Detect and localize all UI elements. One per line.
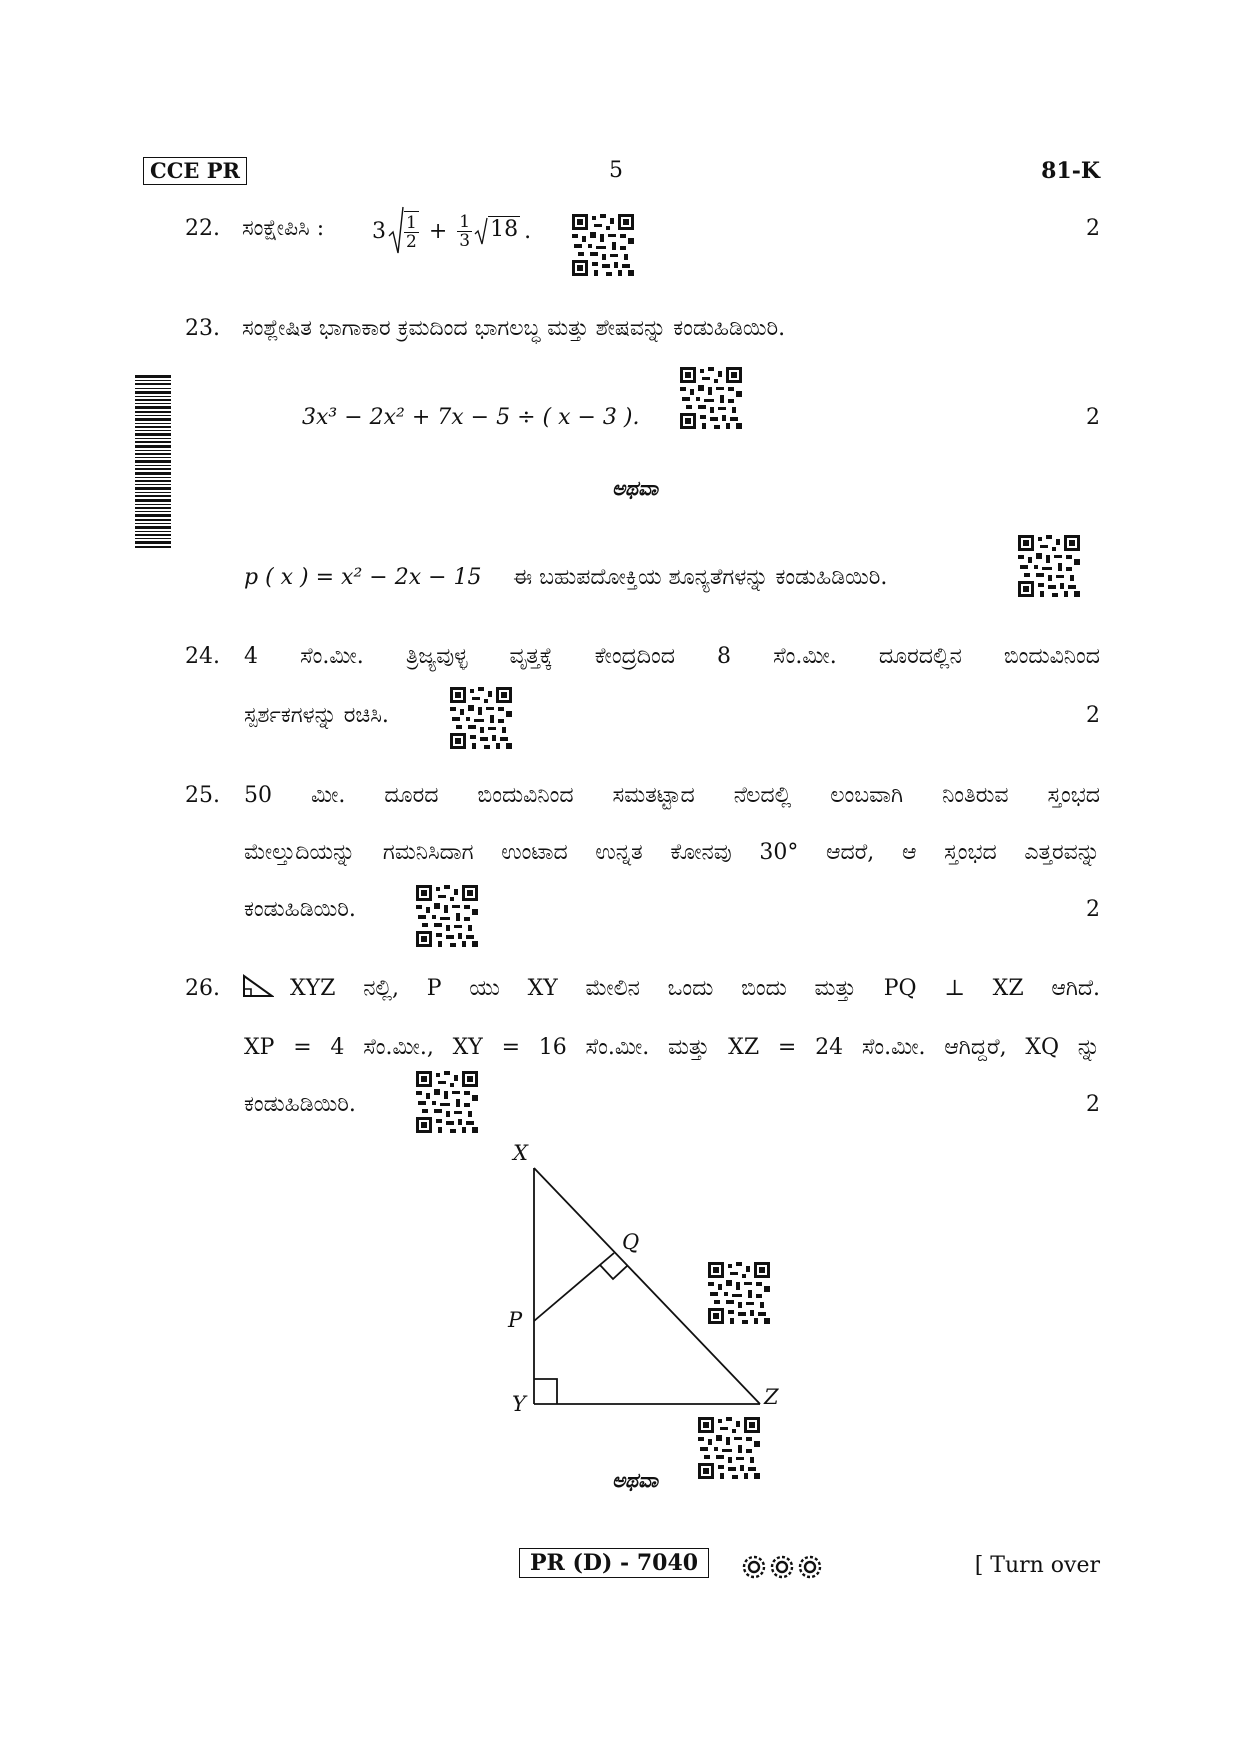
question-text: ಕಂಡುಹಿಡಿಯಿರಿ. [244,897,356,922]
question-text: ಕಂಡುಹಿಡಿಯಿರಿ. [244,1092,356,1117]
ornament-icon [740,1553,824,1581]
denominator: 2 [406,232,417,252]
question-number: 23. [185,316,220,341]
question-text: 4 ಸೆಂ.ಮೀ. ತ್ರಿಜ್ಯವುಳ್ಳ ವೃತ್ತಕ್ಕೆ ಕೇಂದ್ರದಿಂದ 8 ಸೆಂ.ಮೀ. ದೂರದಲ್ಲಿನ ಬಿಂದುವಿನಿಂದ [244,644,1100,669]
question-number: 26. [185,976,220,1001]
radical-sign [474,216,488,246]
qr-code-icon [1018,535,1080,597]
numerator: 1 [406,213,417,233]
page-number: 5 [609,158,623,183]
qr-code-icon [572,214,634,276]
marks: 2 [1086,216,1100,241]
vertex-label-z: Z [764,1385,779,1409]
turn-over-note: [ Turn over [974,1553,1100,1578]
qr-code-icon [708,1262,770,1324]
or-separator: ಅಥವಾ [612,1468,658,1492]
radicand: 18 [490,217,519,242]
marks: 2 [1086,897,1100,922]
math-expression [372,205,531,257]
question-text: ಸಂಶ್ಲೇಷಿತ ಭಾಗಾಕಾರ ಕ್ರಮದಿಂದ ಭಾಗಲಬ್ಧ ಮತ್ತು ಶೇಷವನ್ನು ಕಂಡುಹಿಡಿಯಿರಿ. [242,316,786,341]
qr-code-icon [680,367,742,429]
qr-code-icon [450,687,512,749]
fraction [404,211,419,251]
question-text: ಮೇಲ್ತುದಿಯನ್ನು ಗಮನಿಸಿದಾಗ ಉಂಟಾದ ಉನ್ನತ ಕೋನವು 30° ಆದರೆ, ಆ ಸ್ತಂಭದ ಎತ್ತರವನ್ನು [244,840,1100,865]
math-expression: 3x³ − 2x² + 7x − 5 ÷ ( x − 3 ). [302,405,640,430]
question-text: XYZ ನಲ್ಲಿ, P ಯು XY ಮೇಲಿನ ಒಂದು ಬಿಂದು ಮತ್ತು PQ ⊥ XZ ಆಗಿದೆ. [290,976,1100,1001]
paper-version-box: PR (D) - 7040 [519,1548,709,1578]
radical-sign [388,206,404,256]
question-text: ಸ್ಪರ್ಶಕಗಳನ್ನು ರಚಿಸಿ. [244,703,389,728]
or-separator: ಅಥವಾ [612,476,658,500]
qr-code-icon [416,1071,478,1133]
question-number: 24. [185,644,220,669]
vertex-label-p: P [508,1308,523,1332]
period: . [524,218,532,244]
vertex-label-q: Q [622,1230,640,1254]
question-number: 22. [185,216,220,241]
marks: 2 [1086,1092,1100,1117]
math-expression: p ( x ) = x² − 2x − 15 [244,565,482,590]
qr-code-icon [698,1417,760,1479]
fraction [457,213,472,250]
question-number: 25. [185,783,220,808]
marks: 2 [1086,703,1100,728]
qr-code-icon [416,885,478,947]
question-text: 50 ಮೀ. ದೂರದ ಬಿಂದುವಿನಿಂದ ಸಮತಟ್ಟಾದ ನೆಲದಲ್ಲಿ ಲಂಬವಾಗಿ ನಿಂತಿರುವ ಸ್ತಂಭದ [244,783,1100,808]
subject-code-box: CCE PR [143,157,247,185]
question-text: XP = 4 ಸೆಂ.ಮೀ., XY = 16 ಸೆಂ.ಮೀ. ಮತ್ತು XZ = 24 ಸೆಂ.ಮೀ. ಆಗಿದ್ದರೆ, XQ ನ್ನು [244,1035,1100,1060]
paper-code: 81-K [1041,158,1100,184]
marks: 2 [1086,405,1100,430]
question-text: ಈ ಬಹುಪದೋಕ್ತಿಯ ಶೂನ್ಯತೆಗಳನ್ನು ಕಂಡುಹಿಡಿಯಿರಿ. [513,565,888,590]
barcode-icon [135,375,171,550]
numerator: 1 [459,211,471,232]
denominator: 3 [459,230,471,251]
triangle-icon [242,974,274,998]
plus-sign: + [428,218,448,244]
vertex-label-x: X [513,1141,528,1165]
vertex-label-y: Y [512,1392,526,1416]
question-text: ಸಂಕ್ಷೇಪಿಸಿ : [242,216,325,241]
coefficient: 3 [372,218,386,244]
